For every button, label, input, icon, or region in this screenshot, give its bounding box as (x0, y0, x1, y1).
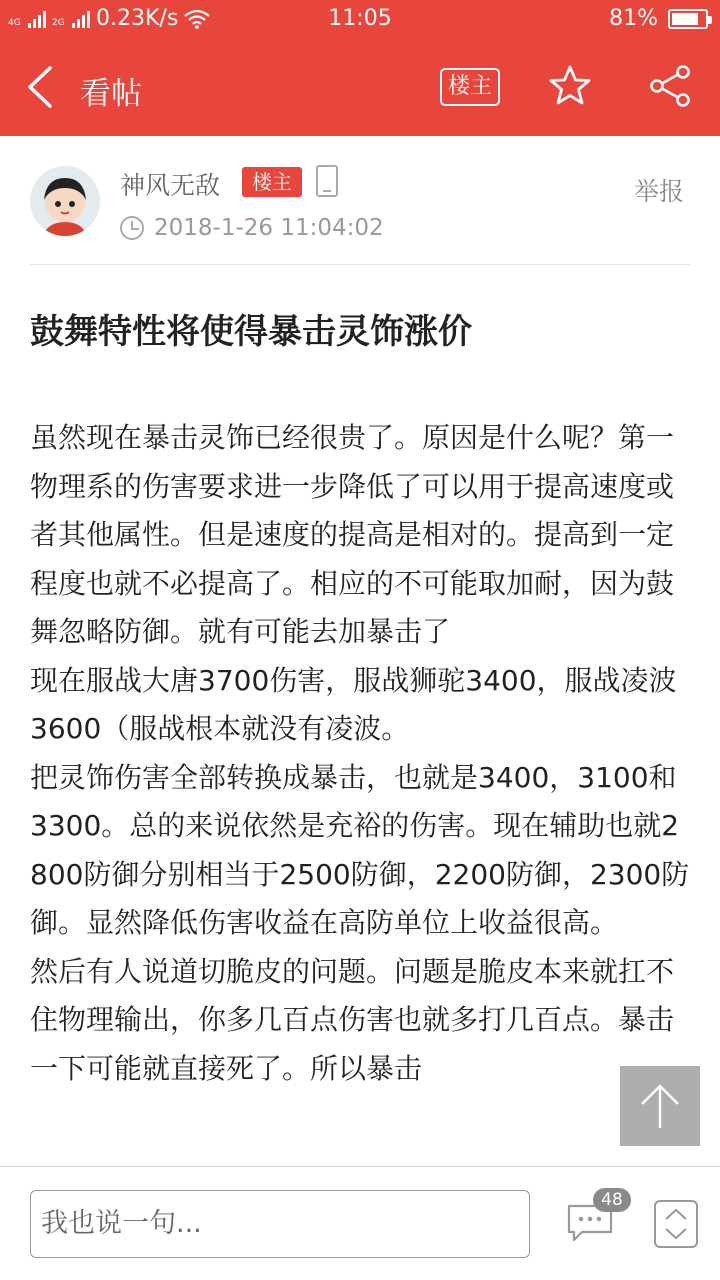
op-badge: 楼主 (242, 167, 302, 197)
post-title: 鼓舞特性将使得暴击灵饰涨价 (30, 312, 472, 352)
status-right (609, 6, 708, 31)
post-paragraph: 虽然现在暴击灵饰已经很贵了。原因是什么呢？第一物理系的伤害要求进一步降低了可以用于提高速度或者其他属性。但是速度的提高是相对的。提高到一定程度也就不必提高了。相应的不可能取加耐，因为鼓舞忽略防御。就有可能去加暴击了 (30, 421, 675, 648)
network-speed: 0.23K/s (96, 6, 179, 31)
comment-count-badge: 48 (593, 1188, 631, 1212)
post-paragraph: 现在服战大唐3700伤害，服战狮驼3400，服战凌波3600（服战根本就没有凌波。 (30, 663, 677, 745)
author-name[interactable]: 神风无敌 (120, 171, 221, 200)
post-body (30, 414, 690, 1166)
network-type-1: 4G (8, 17, 21, 28)
page-navigation-button[interactable] (654, 1200, 698, 1248)
back-arrow-icon[interactable] (22, 62, 62, 112)
battery-icon (668, 9, 708, 29)
clock-icon (120, 216, 144, 240)
status-time: 11:05 (328, 6, 392, 31)
status-bar (0, 0, 720, 38)
post-timestamp: 2018-1-26 11:04:02 (154, 215, 384, 241)
post-paragraph: 把灵饰伤害全部转换成暴击，也就是3400，3100和3300。总的来说依然是充裕的伤害。现在辅助也就2800防御分别相当于2500防御，2200防御，2300防御。显然降低伤害收益在高防单位上收益很高。 (30, 760, 690, 939)
battery-percent: 81% (609, 6, 658, 31)
reply-input[interactable]: 我也说一句... (30, 1190, 530, 1258)
scroll-to-top-button[interactable] (620, 1066, 700, 1146)
battery-fill (672, 13, 698, 25)
share-icon[interactable] (648, 64, 692, 108)
avatar[interactable] (30, 166, 100, 236)
arrow-up-icon (620, 1066, 700, 1146)
bottom-bar (0, 1166, 720, 1280)
up-down-chevron-icon (656, 1202, 696, 1246)
mobile-phone-icon (316, 165, 338, 197)
network-type-2: 2G (52, 17, 65, 28)
favorite-star-icon[interactable] (548, 64, 592, 108)
divider (30, 264, 690, 265)
post-paragraph: 然后有人说道切脆皮的问题。问题是脆皮本来就扛不住物理输出，你多几百点伤害也就多打几百点。暴击一下可能就直接死了。所以暴击 (30, 954, 675, 1085)
avatar-image (30, 166, 100, 236)
page-title: 看帖 (80, 76, 142, 112)
report-link[interactable]: 举报 (634, 177, 685, 206)
nav-bar (0, 38, 720, 136)
only-op-button[interactable]: 楼主 (440, 68, 500, 106)
